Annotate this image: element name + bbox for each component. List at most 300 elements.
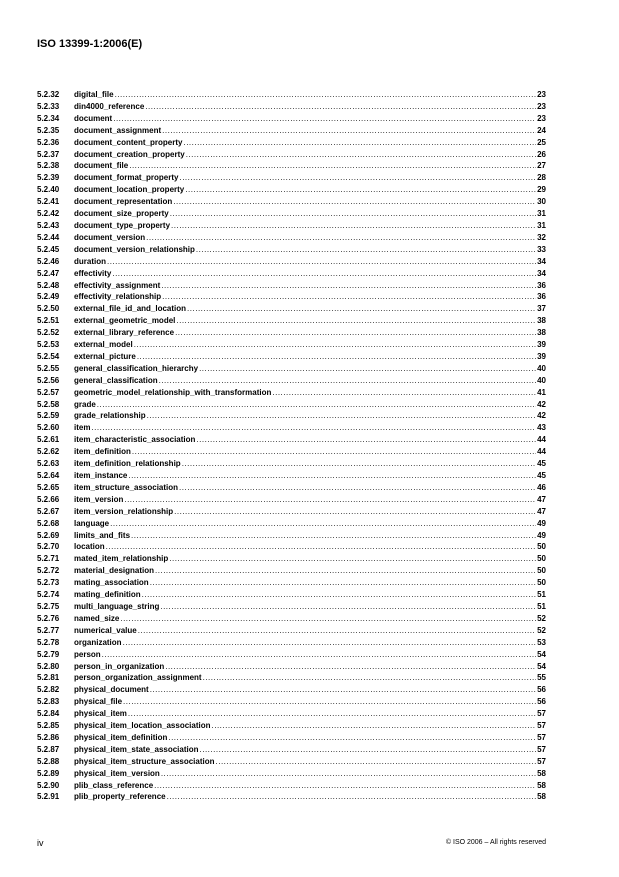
toc-entry-title: mating_definition (74, 590, 141, 600)
toc-entry-page: 45 (537, 471, 546, 480)
toc-entry-title: document_type_property (74, 220, 171, 230)
toc-entry-title: numerical_value (74, 625, 137, 635)
toc-entry-number: 5.2.52 (37, 328, 60, 338)
toc-dot-leader (153, 780, 536, 792)
toc-entry-number: 5.2.56 (37, 375, 60, 385)
toc-dot-leader (96, 399, 536, 411)
toc-entry-page: 57 (537, 744, 546, 754)
toc-entry-title: physical_item_version (74, 768, 160, 778)
toc-entry-page: 33 (537, 244, 546, 254)
toc-entry-page: 29 (537, 185, 546, 195)
toc-dot-leader (112, 113, 536, 125)
toc-entry-title: digital_file (74, 90, 114, 99)
toc-entry-number: 5.2.46 (37, 256, 60, 266)
toc-entry-number: 5.2.50 (37, 304, 60, 314)
toc-dot-leader (149, 684, 536, 696)
toc-entry-number: 5.2.78 (37, 637, 60, 647)
toc-entry-number: 5.2.67 (37, 506, 60, 516)
toc-dot-leader (127, 708, 536, 720)
toc-entry-title: item_definition (74, 447, 131, 457)
toc-dot-leader (184, 184, 536, 196)
toc-entry-title: general_classification (74, 375, 158, 385)
toc-entry-number: 5.2.54 (37, 351, 60, 361)
toc-entry[interactable] (37, 280, 546, 292)
toc-entry-number: 5.2.84 (37, 709, 60, 719)
toc-dot-leader (160, 280, 536, 292)
toc-dot-leader (158, 375, 537, 387)
toc-entry-title: physical_item_location_association (74, 721, 211, 731)
toc-entry-page: 44 (537, 447, 546, 457)
toc-entry-title: item (74, 423, 91, 433)
toc-entry[interactable] (37, 196, 546, 208)
toc-entry-number: 5.2.71 (37, 554, 60, 564)
toc-entry-title: person_in_organization (74, 661, 165, 671)
toc-dot-leader (168, 553, 536, 565)
toc-entry-page: 50 (537, 542, 546, 552)
toc-entry[interactable] (37, 160, 546, 172)
toc-entry-title: physical_item_definition (74, 732, 168, 742)
toc-dot-leader (133, 339, 536, 351)
toc-entry-number: 5.2.36 (37, 137, 60, 147)
toc-entry-number: 5.2.32 (37, 90, 60, 99)
toc-entry-page: 52 (537, 625, 546, 635)
toc-dot-leader (109, 518, 536, 530)
toc-entry[interactable] (37, 732, 546, 744)
toc-entry-page: 32 (537, 232, 546, 242)
toc-entry-number: 5.2.90 (37, 780, 60, 790)
toc-dot-leader (90, 422, 536, 434)
toc-entry[interactable] (37, 518, 546, 530)
toc-entry[interactable] (37, 458, 546, 470)
toc-entry-title: external_geometric_model (74, 316, 176, 326)
toc-dot-leader (172, 196, 536, 208)
toc-entry-number: 5.2.87 (37, 744, 60, 754)
toc-entry-page: 58 (537, 792, 546, 802)
toc-entry-number: 5.2.68 (37, 518, 60, 528)
toc-entry[interactable] (37, 541, 546, 553)
toc-entry-page: 26 (537, 149, 546, 159)
toc-entry-title: document_representation (74, 197, 173, 207)
toc-dot-leader (161, 291, 536, 303)
toc-entry-page: 23 (537, 113, 546, 123)
toc-entry-title: effectivity (74, 268, 112, 278)
toc-dot-leader (199, 744, 537, 756)
toc-entry[interactable] (37, 649, 546, 661)
toc-entry-number: 5.2.38 (37, 161, 60, 171)
toc-entry-page: 40 (537, 363, 546, 373)
toc-dot-leader (198, 363, 536, 375)
toc-entry-page: 49 (537, 530, 546, 540)
toc-entry[interactable] (37, 720, 546, 732)
toc-entry-number: 5.2.83 (37, 697, 60, 707)
toc-entry-title: item_version (74, 494, 124, 504)
toc-entry-title: item_instance (74, 471, 128, 480)
toc-dot-leader (114, 89, 537, 101)
toc-entry-title: general_classification_hierarchy (74, 363, 199, 373)
toc-entry-title: person_organization_assignment (74, 673, 202, 683)
toc-entry-page: 55 (537, 673, 546, 683)
toc-dot-leader (186, 303, 536, 315)
toc-dot-leader (154, 565, 536, 577)
toc-entry[interactable] (37, 565, 546, 577)
toc-entry-page: 30 (537, 197, 546, 207)
toc-entry-title: plib_property_reference (74, 792, 166, 802)
toc-entry-number: 5.2.34 (37, 113, 60, 123)
toc-entry-page: 57 (537, 732, 546, 742)
toc-entry[interactable] (37, 363, 546, 375)
toc-entry-title: grade_relationship (74, 411, 146, 421)
toc-dot-leader (136, 351, 536, 363)
toc-dot-leader (119, 613, 536, 625)
toc-entry-title: document_file (74, 161, 129, 171)
toc-dot-leader (181, 458, 536, 470)
toc-entry-number: 5.2.60 (37, 423, 60, 433)
toc-entry[interactable] (37, 637, 546, 649)
toc-entry-number: 5.2.82 (37, 685, 60, 695)
toc-dot-leader (111, 268, 536, 280)
document-header: ISO 13399-1:2006(E) (37, 38, 143, 50)
toc-entry-number: 5.2.53 (37, 340, 60, 350)
toc-entry[interactable] (37, 601, 546, 613)
toc-dot-leader (101, 649, 536, 661)
toc-entry-number: 5.2.48 (37, 280, 60, 290)
toc-entry-number: 5.2.66 (37, 494, 60, 504)
toc-entry-number: 5.2.55 (37, 363, 60, 373)
toc-entry-title: document_content_property (74, 137, 183, 147)
toc-entry-page: 39 (537, 340, 546, 350)
toc-entry-page: 56 (537, 685, 546, 695)
toc-entry[interactable] (37, 387, 546, 399)
toc-entry-page: 27 (537, 161, 546, 171)
toc-entry-number: 5.2.33 (37, 101, 60, 111)
toc-entry-title: document_version_relationship (74, 244, 195, 254)
toc-entry-title: limits_and_fits (74, 530, 131, 540)
toc-entry-title: physical_file (74, 697, 123, 707)
toc-entry-title: document_creation_property (74, 149, 185, 159)
toc-entry-page: 42 (537, 411, 546, 421)
page-numeral: iv (37, 838, 44, 848)
toc-entry[interactable] (37, 172, 546, 184)
toc-entry-page: 25 (537, 137, 546, 147)
toc-entry-page: 38 (537, 316, 546, 326)
toc-entry-page: 49 (537, 518, 546, 528)
toc-entry-page: 38 (537, 328, 546, 338)
toc-entry-number: 5.2.37 (37, 149, 60, 159)
toc-entry-number: 5.2.61 (37, 435, 60, 445)
toc-entry-title: document_location_property (74, 185, 185, 195)
toc-entry[interactable] (37, 625, 546, 637)
toc-entry-number: 5.2.39 (37, 173, 60, 183)
toc-entry[interactable] (37, 125, 546, 137)
table-of-contents (37, 89, 546, 803)
toc-entry[interactable] (37, 470, 546, 482)
toc-dot-leader (182, 137, 536, 149)
toc-entry-page: 56 (537, 697, 546, 707)
toc-entry-number: 5.2.75 (37, 601, 60, 611)
toc-entry[interactable] (37, 315, 546, 327)
toc-entry[interactable] (37, 446, 546, 458)
toc-entry-number: 5.2.85 (37, 721, 60, 731)
toc-entry-title: physical_document (74, 685, 149, 695)
toc-entry[interactable] (37, 89, 546, 101)
toc-dot-leader (141, 589, 536, 601)
toc-entry-number: 5.2.63 (37, 459, 60, 469)
toc-entry-number: 5.2.40 (37, 185, 60, 195)
toc-entry[interactable] (37, 791, 546, 803)
toc-dot-leader (271, 387, 536, 399)
toc-entry-page: 53 (537, 637, 546, 647)
toc-dot-leader (178, 172, 536, 184)
toc-entry-page: 51 (537, 601, 546, 611)
toc-entry-number: 5.2.42 (37, 209, 60, 219)
toc-entry-page: 57 (537, 721, 546, 731)
toc-entry-number: 5.2.65 (37, 482, 60, 492)
toc-entry-page: 23 (537, 101, 546, 111)
toc-entry-number: 5.2.70 (37, 542, 60, 552)
toc-entry[interactable] (37, 756, 546, 768)
toc-entry-title: item_structure_association (74, 482, 179, 492)
toc-entry[interactable] (37, 482, 546, 494)
toc-entry[interactable] (37, 530, 546, 542)
toc-dot-leader (128, 160, 536, 172)
toc-entry-title: document_size_property (74, 209, 169, 219)
toc-entry-title: item_definition_relationship (74, 459, 181, 469)
toc-entry-title: document_format_property (74, 173, 179, 183)
toc-entry-page: 50 (537, 554, 546, 564)
toc-entry[interactable] (37, 780, 546, 792)
toc-entry-number: 5.2.57 (37, 387, 60, 397)
toc-dot-leader (149, 577, 536, 589)
toc-entry[interactable] (37, 137, 546, 149)
toc-entry-title: physical_item (74, 709, 127, 719)
toc-entry[interactable] (37, 684, 546, 696)
toc-dot-leader (105, 541, 536, 553)
toc-entry-title: location (74, 542, 105, 552)
toc-dot-leader (167, 732, 536, 744)
toc-entry-title: item_characteristic_association (74, 435, 196, 445)
toc-dot-leader (144, 101, 536, 113)
toc-entry-title: external_picture (74, 351, 136, 361)
toc-dot-leader (174, 327, 536, 339)
toc-entry-page: 54 (537, 661, 546, 671)
toc-entry[interactable] (37, 410, 546, 422)
toc-entry-title: geometric_model_relationship_with_transformation (74, 387, 272, 397)
toc-dot-leader (170, 220, 536, 232)
toc-entry-number: 5.2.77 (37, 625, 60, 635)
toc-entry-page: 34 (537, 256, 546, 266)
toc-entry[interactable] (37, 351, 546, 363)
toc-entry[interactable] (37, 327, 546, 339)
toc-entry-number: 5.2.58 (37, 399, 60, 409)
toc-entry-title: item_version_relationship (74, 506, 174, 516)
toc-dot-leader (195, 244, 536, 256)
toc-entry[interactable] (37, 256, 546, 268)
toc-entry-page: 37 (537, 304, 546, 314)
toc-entry-title: external_library_reference (74, 328, 175, 338)
toc-entry[interactable] (37, 577, 546, 589)
toc-entry-title: plib_class_reference (74, 780, 154, 790)
toc-entry-number: 5.2.76 (37, 613, 60, 623)
toc-entry[interactable] (37, 291, 546, 303)
toc-entry-number: 5.2.73 (37, 578, 60, 588)
toc-entry-title: mating_association (74, 578, 149, 588)
toc-entry[interactable] (37, 244, 546, 256)
toc-entry[interactable] (37, 399, 546, 411)
toc-dot-leader (122, 637, 537, 649)
toc-entry-number: 5.2.41 (37, 197, 60, 207)
toc-entry-number: 5.2.72 (37, 566, 60, 576)
toc-entry-page: 28 (537, 173, 546, 183)
toc-entry-page: 36 (537, 292, 546, 302)
toc-entry[interactable] (37, 661, 546, 673)
toc-entry[interactable] (37, 672, 546, 684)
toc-entry-page: 31 (537, 209, 546, 219)
toc-entry-number: 5.2.59 (37, 411, 60, 421)
toc-dot-leader (160, 768, 536, 780)
toc-entry[interactable] (37, 589, 546, 601)
toc-dot-leader (166, 791, 537, 803)
toc-entry-title: named_size (74, 613, 120, 623)
toc-entry[interactable] (37, 113, 546, 125)
toc-entry-page: 36 (537, 280, 546, 290)
toc-entry-page: 34 (537, 268, 546, 278)
toc-entry-title: person (74, 649, 101, 659)
toc-entry[interactable] (37, 613, 546, 625)
toc-dot-leader (211, 720, 537, 732)
toc-entry-title: external_model (74, 340, 133, 350)
toc-entry-number: 5.2.35 (37, 125, 60, 135)
toc-entry-title: document (74, 113, 113, 123)
toc-entry-page: 31 (537, 220, 546, 230)
toc-dot-leader (145, 232, 536, 244)
toc-entry-title: din4000_reference (74, 101, 145, 111)
toc-dot-leader (159, 601, 536, 613)
toc-entry[interactable] (37, 744, 546, 756)
toc-dot-leader (130, 530, 536, 542)
toc-entry[interactable] (37, 149, 546, 161)
toc-entry-title: physical_item_structure_association (74, 756, 215, 766)
toc-entry-number: 5.2.62 (37, 447, 60, 457)
toc-entry[interactable] (37, 101, 546, 113)
toc-entry-title: grade (74, 399, 96, 409)
toc-entry[interactable] (37, 708, 546, 720)
toc-dot-leader (185, 149, 536, 161)
toc-entry-page: 50 (537, 578, 546, 588)
toc-entry[interactable] (37, 268, 546, 280)
toc-entry-title: mated_item_relationship (74, 554, 169, 564)
toc-entry[interactable] (37, 422, 546, 434)
toc-entry-page: 24 (537, 125, 546, 135)
toc-entry[interactable] (37, 768, 546, 780)
toc-dot-leader (173, 506, 536, 518)
toc-entry[interactable] (37, 232, 546, 244)
toc-dot-leader (175, 315, 536, 327)
toc-dot-leader (202, 672, 537, 684)
toc-dot-leader (161, 125, 536, 137)
toc-entry-page: 58 (537, 780, 546, 790)
copyright-notice: © ISO 2006 – All rights reserved (445, 839, 546, 846)
toc-entry[interactable] (37, 339, 546, 351)
toc-entry[interactable] (37, 434, 546, 446)
toc-dot-leader (169, 208, 536, 220)
toc-entry-title: effectivity_assignment (74, 280, 161, 290)
toc-dot-leader (195, 434, 536, 446)
toc-entry[interactable] (37, 208, 546, 220)
toc-entry-number: 5.2.88 (37, 756, 60, 766)
toc-dot-leader (137, 625, 536, 637)
toc-entry-page: 52 (537, 613, 546, 623)
toc-entry-number: 5.2.79 (37, 649, 60, 659)
toc-entry-page: 41 (537, 387, 546, 397)
toc-entry-title: organization (74, 637, 122, 647)
toc-entry-number: 5.2.51 (37, 316, 60, 326)
toc-entry-page: 50 (537, 566, 546, 576)
toc-entry-page: 42 (537, 399, 546, 409)
toc-entry-number: 5.2.86 (37, 732, 60, 742)
toc-entry-number: 5.2.45 (37, 244, 60, 254)
toc-entry-number: 5.2.69 (37, 530, 60, 540)
toc-entry[interactable] (37, 220, 546, 232)
toc-entry-page: 44 (537, 435, 546, 445)
toc-dot-leader (106, 256, 536, 268)
toc-dot-leader (178, 482, 536, 494)
toc-entry-title: material_designation (74, 566, 155, 576)
toc-entry-page: 23 (537, 90, 546, 99)
toc-entry-title: external_file_id_and_location (74, 304, 187, 314)
toc-entry-page: 54 (537, 649, 546, 659)
toc-entry[interactable] (37, 506, 546, 518)
toc-dot-leader (215, 756, 537, 768)
toc-entry-page: 47 (537, 506, 546, 516)
toc-entry-page: 46 (537, 482, 546, 492)
toc-dot-leader (131, 446, 536, 458)
toc-dot-leader (146, 410, 537, 422)
toc-entry-number: 5.2.81 (37, 673, 60, 683)
toc-entry-page: 47 (537, 494, 546, 504)
toc-entry-title: language (74, 518, 110, 528)
toc-entry[interactable] (37, 303, 546, 315)
toc-entry-number: 5.2.49 (37, 292, 60, 302)
toc-entry[interactable] (37, 184, 546, 196)
toc-entry-number: 5.2.64 (37, 471, 60, 480)
toc-entry[interactable] (37, 696, 546, 708)
toc-entry-number: 5.2.47 (37, 268, 60, 278)
toc-entry-page: 51 (537, 590, 546, 600)
toc-entry-number: 5.2.91 (37, 792, 60, 802)
toc-entry[interactable] (37, 494, 546, 506)
toc-dot-leader (127, 470, 536, 482)
toc-dot-leader (123, 494, 536, 506)
toc-entry-title: document_assignment (74, 125, 162, 135)
toc-entry-page: 57 (537, 756, 546, 766)
toc-entry-page: 58 (537, 768, 546, 778)
toc-entry-title: duration (74, 256, 106, 266)
toc-entry-page: 45 (537, 459, 546, 469)
toc-dot-leader (164, 661, 536, 673)
toc-entry-page: 40 (537, 375, 546, 385)
toc-entry[interactable] (37, 375, 546, 387)
toc-entry-title: physical_item_state_association (74, 744, 199, 754)
toc-entry-number: 5.2.43 (37, 220, 60, 230)
toc-entry-title: effectivity_relationship (74, 292, 162, 302)
toc-entry-number: 5.2.80 (37, 661, 60, 671)
toc-entry[interactable] (37, 553, 546, 565)
toc-entry-title: document_version (74, 232, 146, 242)
toc-entry-number: 5.2.74 (37, 590, 60, 600)
toc-entry-page: 43 (537, 423, 546, 433)
toc-entry-page: 57 (537, 709, 546, 719)
toc-dot-leader (122, 696, 536, 708)
